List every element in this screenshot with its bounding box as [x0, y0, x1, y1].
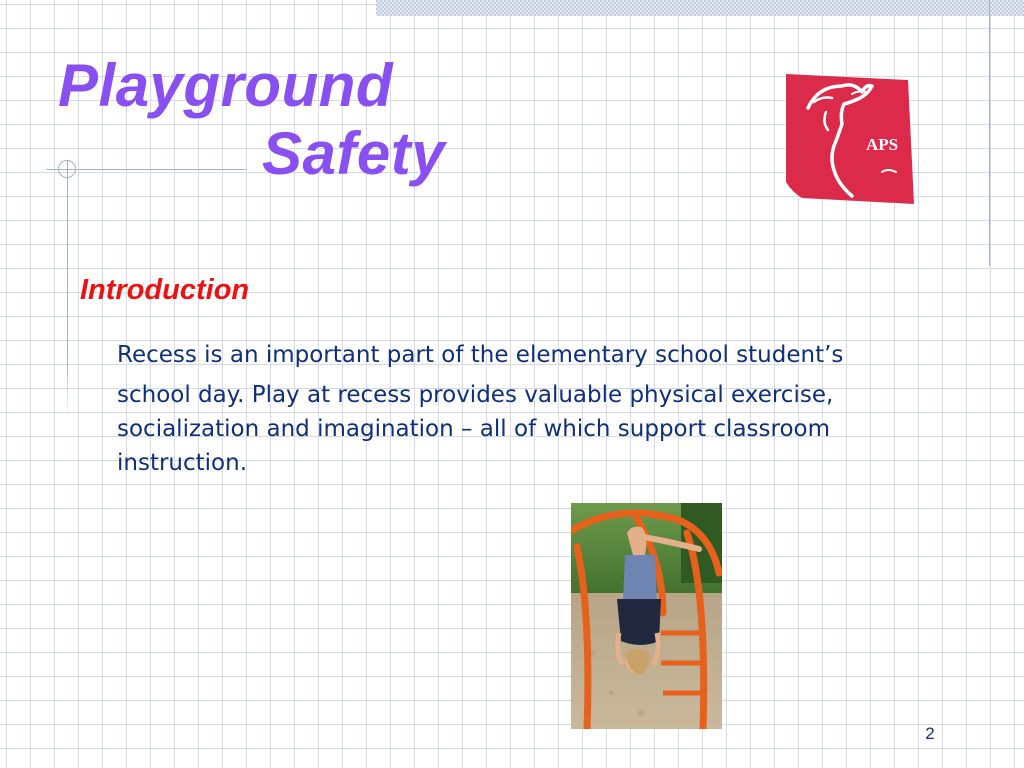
body-line-3: socialization and imagination – all of which support classroom — [117, 416, 830, 442]
crosshair-circle-icon — [58, 160, 76, 178]
slide-title-line-2: Safety — [262, 120, 446, 187]
page-number: 2 — [925, 724, 935, 743]
right-decorative-rule — [989, 0, 990, 266]
aps-apple-logo-icon — [786, 74, 914, 204]
aps-logo — [782, 72, 914, 206]
slide-title-line-1: Playground — [58, 52, 394, 119]
child-handstand-on-monkey-bars-photo — [571, 503, 722, 729]
left-vertical-rule — [67, 160, 68, 420]
body-paragraph — [117, 344, 917, 475]
top-decorative-band — [376, 0, 1024, 16]
left-horizontal-rule — [46, 169, 246, 170]
section-heading: Introduction — [80, 274, 250, 306]
aps-logo-text: APS — [866, 135, 899, 154]
body-line-1: Recess is an important part of the elementary school student’s — [117, 342, 844, 368]
body-line-4: instruction. — [117, 450, 248, 476]
body-line-2: school day. Play at recess provides valuable physical exercise, — [117, 382, 834, 408]
